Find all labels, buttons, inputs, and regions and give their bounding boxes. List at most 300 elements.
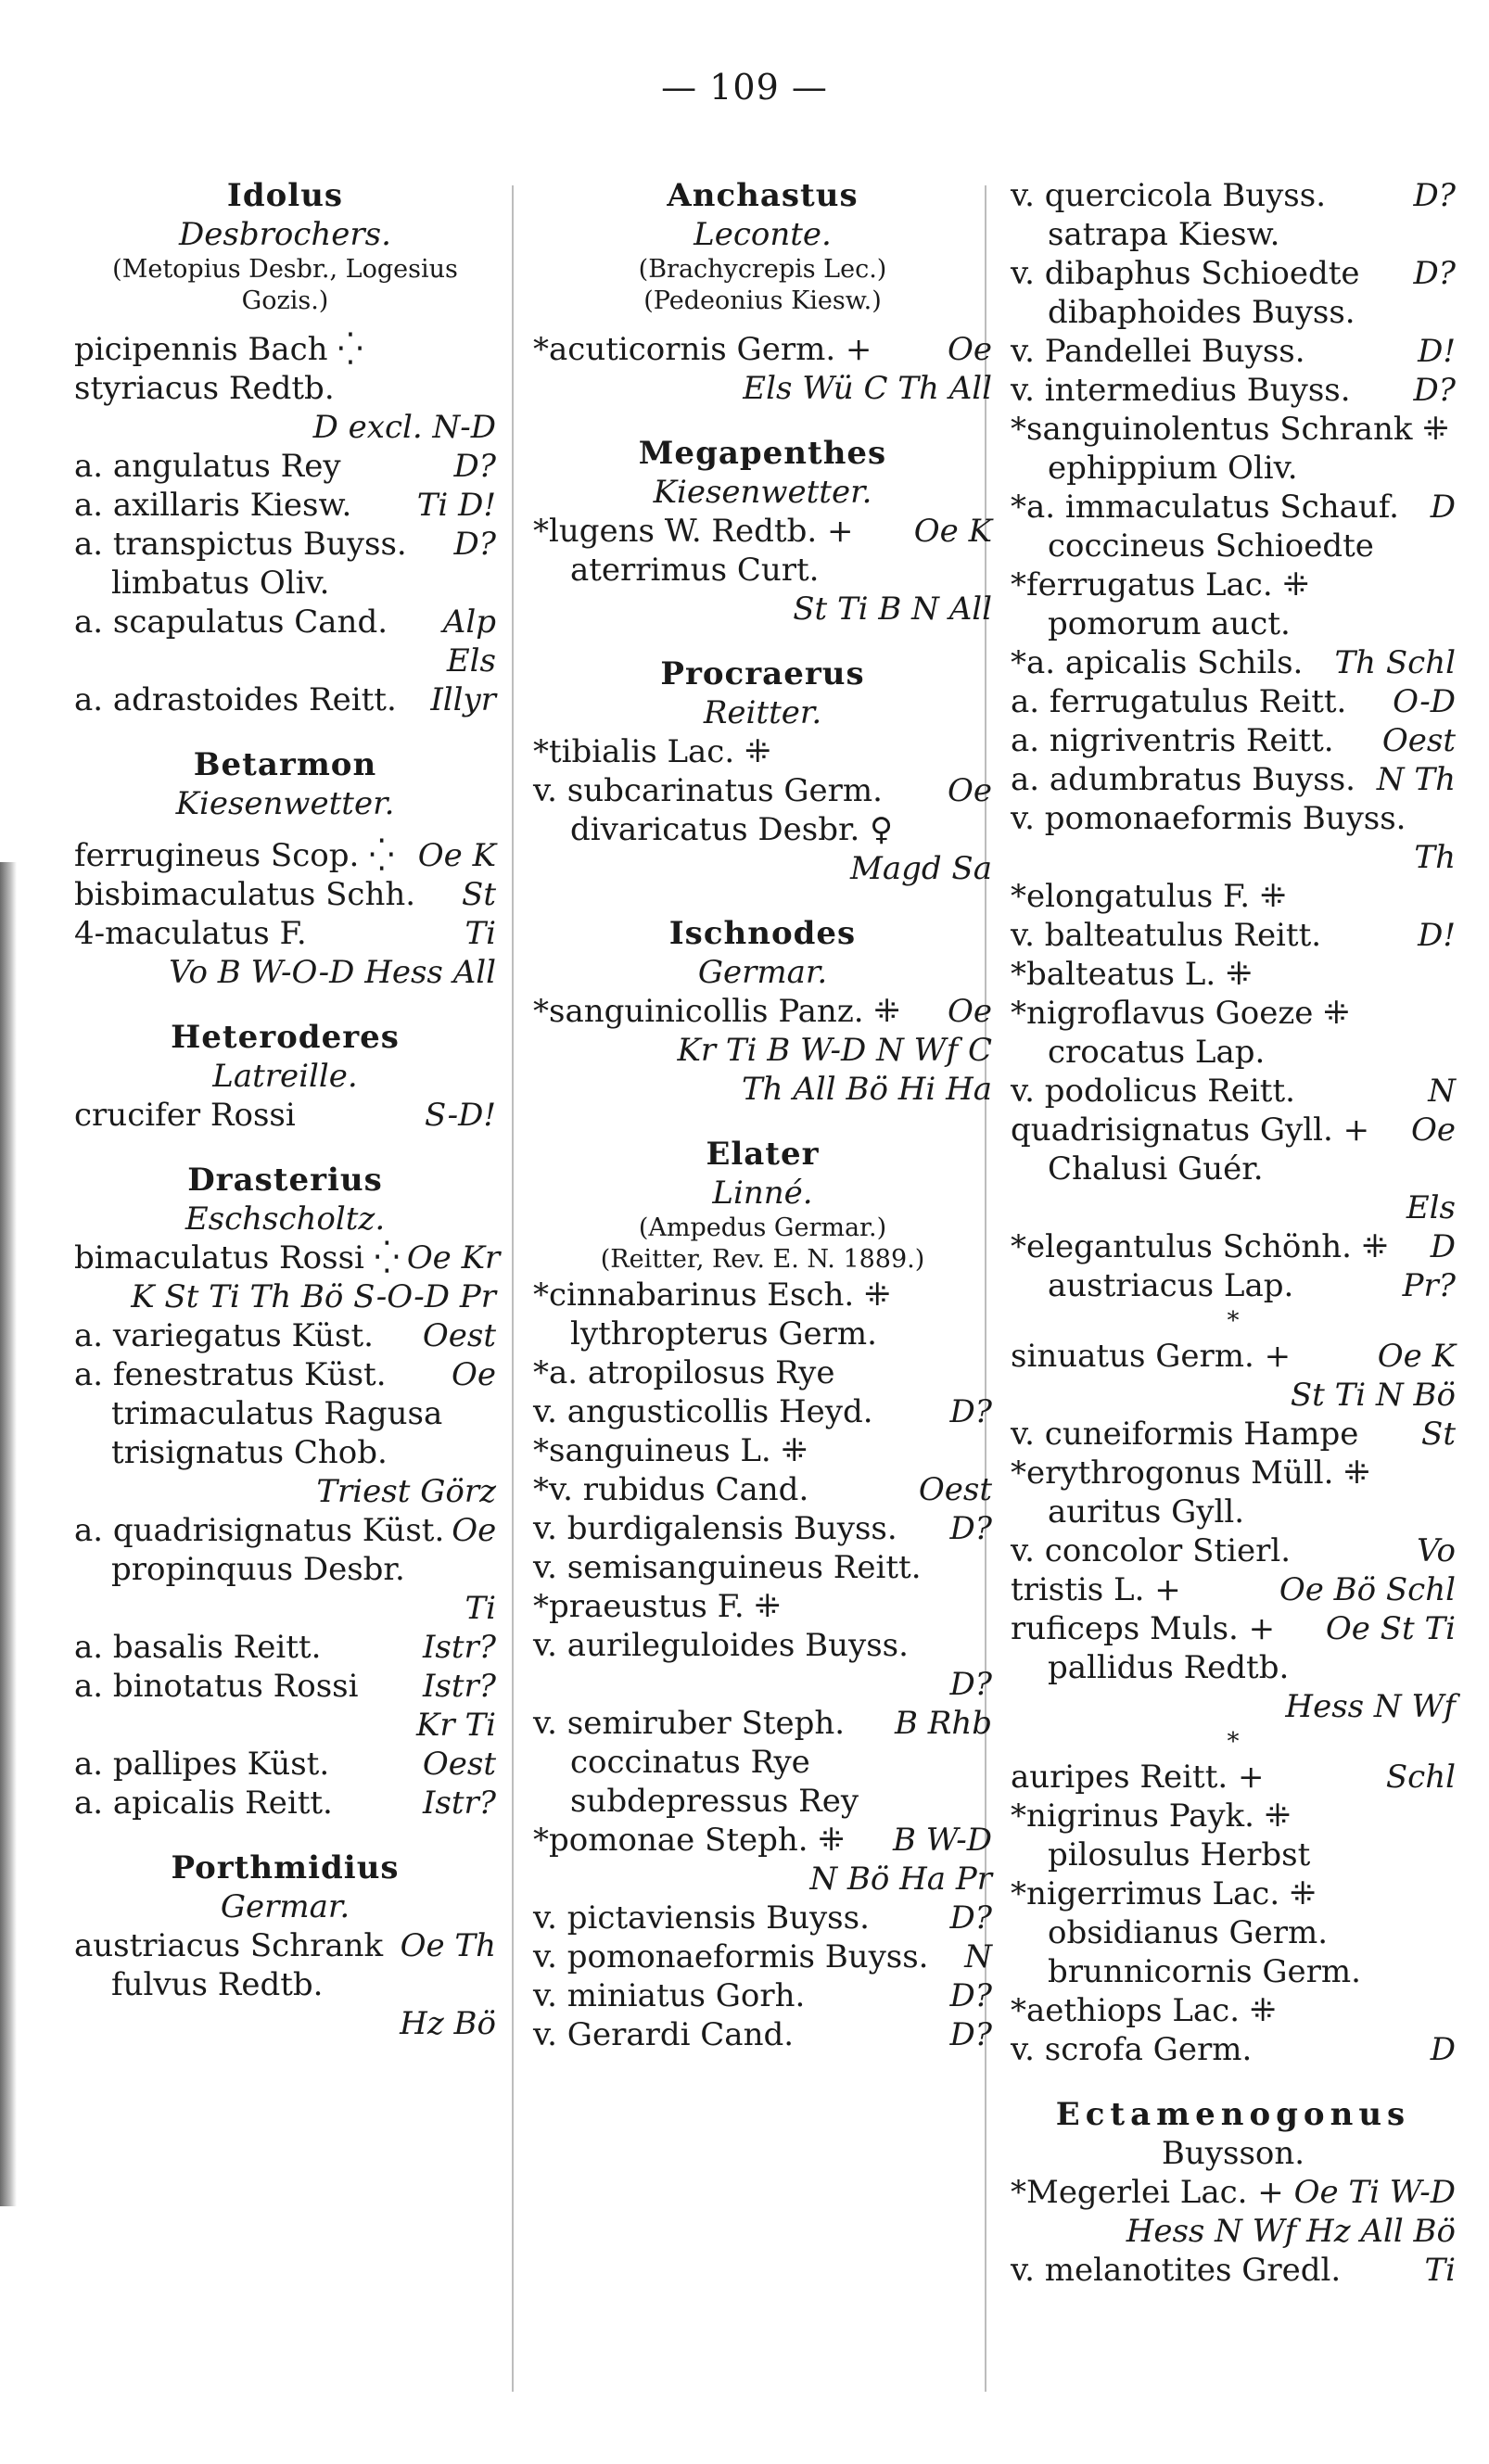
- distribution: Oe: [452, 1356, 496, 1393]
- species-name: ephippium Oliv.: [1048, 450, 1298, 487]
- species-name: *acuticornis Germ. +: [533, 331, 872, 368]
- distribution: [489, 1965, 496, 2004]
- genus-heading: Megapenthes: [638, 435, 887, 472]
- genus-author: Latreille.: [212, 1058, 358, 1095]
- species-entry: [74, 875, 496, 914]
- species-entry: [74, 680, 496, 719]
- species-entry: [533, 1276, 992, 1315]
- distribution: [1448, 1952, 1456, 1991]
- distribution: D?: [949, 2016, 992, 2053]
- species-entry: [533, 551, 992, 590]
- distribution: [985, 732, 992, 771]
- species-name: v. concolor Stierl.: [1011, 1532, 1291, 1569]
- distribution-continued: Th All Bö Hi Ha: [741, 1071, 992, 1108]
- species-entry: [533, 1899, 992, 1937]
- species-name: *praeustus F. ⁜: [533, 1588, 781, 1625]
- species-entry: [1011, 176, 1456, 215]
- distribution: [489, 369, 496, 408]
- species-entry: [74, 1394, 496, 1433]
- separator-mark: *: [1227, 1728, 1240, 1756]
- species-name: styriacus Redtb.: [74, 370, 335, 407]
- distribution: [1448, 1492, 1456, 1531]
- species-entry: [1011, 721, 1456, 760]
- species-entry: [1011, 994, 1456, 1033]
- species-entry: [1011, 1337, 1456, 1376]
- species-name: v. pomonaeformis Buyss.: [1011, 800, 1406, 837]
- species-name: v. scrofa Germ.: [1011, 2031, 1253, 2068]
- distribution: Oest: [422, 1746, 496, 1783]
- species-name: austriacus Schrank: [74, 1927, 384, 1964]
- species-entry: [1011, 643, 1456, 682]
- synonym-note: (Ampedus Germar.): [638, 1213, 887, 1242]
- species-name: subdepressus Rey: [570, 1783, 859, 1820]
- species-entry: [1011, 488, 1456, 527]
- spacer: [74, 317, 496, 330]
- distribution: Oe: [948, 331, 992, 368]
- distribution-continued: Vo B W-O-D Hess All: [169, 954, 496, 991]
- genus-heading: Ischnodes: [668, 915, 857, 952]
- species-entry: [1011, 565, 1456, 604]
- species-entry: [74, 564, 496, 603]
- species-entry: [1011, 2173, 1456, 2212]
- species-name: a. pallipes Küst.: [74, 1746, 330, 1783]
- distribution: [985, 1626, 992, 1665]
- species-name: bimaculatus Rossi ⁛: [74, 1239, 400, 1276]
- spacer: [533, 317, 992, 330]
- species-entry: [533, 1821, 992, 1860]
- species-name: a. fenestratus Küst.: [74, 1356, 387, 1393]
- species-name: pomorum auct.: [1048, 605, 1291, 642]
- distribution: St: [462, 876, 496, 913]
- species-name: *pomonae Steph. ⁜: [533, 1822, 845, 1859]
- distribution: [1448, 565, 1456, 604]
- distribution: [985, 1315, 992, 1353]
- species-entry: [74, 1628, 496, 1667]
- species-entry: [533, 732, 992, 771]
- distribution-continued: D excl. N-D: [312, 409, 496, 446]
- species-name: auripes Reitt. +: [1011, 1759, 1265, 1796]
- species-entry: [1011, 371, 1456, 410]
- distribution-continued: Ti: [465, 1590, 496, 1627]
- species-entry: [1011, 1609, 1456, 1648]
- distribution-continued: Els Wü C Th All: [743, 370, 992, 407]
- distribution-continued: Els: [1406, 1189, 1456, 1226]
- species-entry: [74, 836, 496, 875]
- distribution: Ti: [1424, 2252, 1456, 2289]
- distribution: Oe Kr: [406, 1239, 501, 1276]
- species-entry: [1011, 215, 1456, 254]
- species-entry: [1011, 293, 1456, 332]
- species-entry: [533, 1743, 992, 1782]
- synonym-note: (Metopius Desbr., Logesius: [112, 255, 458, 284]
- distribution: S-D!: [425, 1097, 496, 1134]
- species-name: dibaphoides Buyss.: [1048, 294, 1355, 331]
- species-entry: [1011, 916, 1456, 955]
- distribution: [1448, 1913, 1456, 1952]
- distribution-continued: Els: [446, 642, 496, 680]
- species-name: *nigroflavus Goeze ⁜: [1011, 995, 1350, 1032]
- species-entry: [1011, 1952, 1456, 1991]
- species-name: v. angusticollis Heyd.: [533, 1393, 873, 1430]
- distribution: D?: [949, 1393, 992, 1430]
- species-name: v. burdigalensis Buyss.: [533, 1510, 897, 1547]
- species-entry: [1011, 410, 1456, 449]
- distribution: [1448, 1835, 1456, 1874]
- distribution: [985, 1353, 992, 1392]
- species-name: crocatus Lap.: [1048, 1034, 1266, 1071]
- distribution-continued: Kr Ti: [415, 1707, 496, 1744]
- distribution-continued: N Bö Ha Pr: [809, 1861, 992, 1898]
- genus-author: Germar.: [697, 954, 828, 991]
- species-entry: [533, 771, 992, 810]
- species-entry: [74, 1784, 496, 1823]
- separator-mark: *: [1227, 1307, 1240, 1335]
- distribution: Oest: [422, 1317, 496, 1354]
- species-name: v. intermedius Buyss.: [1011, 372, 1351, 409]
- distribution-continued: St Ti N Bö: [1290, 1377, 1456, 1414]
- genus-author: Eschscholtz.: [185, 1200, 386, 1238]
- species-name: a. axillaris Kiesw.: [74, 487, 352, 524]
- distribution: D?: [1413, 255, 1456, 292]
- distribution: Istr?: [422, 1629, 496, 1666]
- distribution: Oe Th: [400, 1927, 496, 1964]
- species-name: coccinatus Rye: [570, 1744, 810, 1781]
- species-entry: [533, 512, 992, 551]
- distribution: Oe: [1411, 1111, 1456, 1149]
- distribution: [1449, 410, 1457, 449]
- distribution: [1448, 1991, 1456, 2030]
- distribution: D?: [949, 1977, 992, 2014]
- species-name: v. miniatus Gorh.: [533, 1977, 806, 2014]
- species-name: quadrisignatus Gyll. +: [1011, 1111, 1370, 1149]
- distribution: [1448, 1797, 1456, 1835]
- distribution: [985, 810, 992, 849]
- species-entry: [1011, 955, 1456, 994]
- distribution: O-D: [1393, 683, 1456, 720]
- distribution: Oe: [948, 772, 992, 809]
- distribution: N: [964, 1938, 992, 1975]
- species-name: a. angulatus Rey: [74, 448, 341, 485]
- species-entry: [1011, 1111, 1456, 1149]
- species-entry: [74, 447, 496, 486]
- species-name: *tibialis Lac. ⁜: [533, 733, 771, 770]
- species-entry: [74, 1926, 496, 1965]
- species-entry: [1011, 877, 1456, 916]
- species-name: *v. rubidus Cand.: [533, 1471, 809, 1508]
- species-entry: [1011, 1913, 1456, 1952]
- page-number: — 109 —: [661, 67, 828, 108]
- distribution: St: [1421, 1416, 1456, 1453]
- species-entry: [1011, 799, 1456, 838]
- species-name: obsidianus Germ.: [1048, 1914, 1329, 1951]
- species-name: a. apicalis Reitt.: [74, 1784, 333, 1822]
- genus-author: Buysson.: [1161, 2135, 1305, 2172]
- genus-heading: Drasterius: [187, 1162, 383, 1199]
- species-name: tristis L. +: [1011, 1571, 1181, 1608]
- species-name: *nigerrimus Lac. ⁜: [1011, 1875, 1317, 1912]
- distribution-continued: Th: [1414, 839, 1456, 876]
- species-name: v. podolicus Reitt.: [1011, 1073, 1295, 1110]
- species-name: a. binotatus Rossi: [74, 1668, 359, 1705]
- distribution: Oe St Ti: [1325, 1610, 1456, 1647]
- species-name: *nigrinus Payk. ⁜: [1011, 1797, 1292, 1835]
- distribution: B Rhb: [894, 1705, 992, 1742]
- distribution: Istr?: [422, 1784, 496, 1822]
- distribution: [1448, 955, 1456, 994]
- species-name: v. cuneiformis Hampe: [1011, 1416, 1359, 1453]
- species-entry: [1011, 1415, 1456, 1454]
- species-entry: [74, 1745, 496, 1784]
- species-entry: [74, 914, 496, 953]
- distribution: Pr?: [1402, 1267, 1456, 1304]
- distribution: [985, 551, 992, 590]
- distribution: [1448, 994, 1456, 1033]
- species-entry: [1011, 254, 1456, 293]
- species-entry: [74, 1667, 496, 1706]
- species-name: *sanguineus L. ⁜: [533, 1432, 808, 1469]
- species-name: a. basalis Reitt.: [74, 1629, 322, 1666]
- species-entry: [1011, 1454, 1456, 1492]
- distribution-continued: K St Ti Th Bö S-O-D Pr: [131, 1278, 496, 1315]
- species-name: a. quadrisignatus Küst.: [74, 1512, 445, 1549]
- distribution-continued: St Ti B N All: [793, 591, 992, 628]
- species-name: *a. immaculatus Schauf.: [1011, 489, 1399, 526]
- species-name: aterrimus Curt.: [570, 552, 820, 589]
- distribution: Illyr: [430, 681, 496, 718]
- species-name: *elegantulus Schönh. ⁜: [1011, 1228, 1389, 1265]
- species-entry: [74, 1096, 496, 1135]
- distribution-continued: Kr Ti B W-D N Wf C: [677, 1032, 992, 1069]
- species-name: *Megerlei Lac. +: [1011, 2174, 1284, 2211]
- distribution-continued: Hess N Wf: [1285, 1688, 1456, 1725]
- species-name: Chalusi Guér.: [1048, 1150, 1264, 1188]
- species-entry: [1011, 1266, 1456, 1305]
- genus-heading: Ectamenogonus: [1055, 2096, 1411, 2133]
- genus-heading: Anchastus: [667, 177, 859, 214]
- species-entry: [1011, 2030, 1456, 2069]
- distribution: [1448, 215, 1456, 254]
- distribution-continued: Hess N Wf Hz All Bö: [1126, 2213, 1456, 2250]
- species-name: *sanguinolentus Schrank ⁜: [1011, 411, 1449, 448]
- genus-author: Kiesenwetter.: [175, 785, 395, 822]
- species-entry: [1011, 449, 1456, 488]
- distribution: Ti: [465, 915, 496, 952]
- distribution: N: [1428, 1073, 1456, 1110]
- species-name: trimaculatus Ragusa: [111, 1395, 443, 1432]
- column-right: [1011, 176, 1456, 2290]
- species-entry: [74, 1511, 496, 1550]
- genus-author: Leconte.: [694, 216, 832, 253]
- distribution: Oe K: [913, 513, 992, 550]
- species-entry: [1011, 332, 1456, 371]
- distribution: Vo: [1417, 1532, 1456, 1569]
- species-name: a. scapulatus Cand.: [74, 603, 388, 641]
- species-entry: [533, 1392, 992, 1431]
- distribution: Oe: [452, 1512, 497, 1549]
- species-name: v. Gerardi Cand.: [533, 2016, 795, 2053]
- species-entry: [74, 1433, 496, 1472]
- distribution: Th Schl: [1334, 644, 1456, 681]
- species-entry: [1011, 682, 1456, 721]
- species-entry: [1011, 604, 1456, 643]
- distribution: D: [1430, 489, 1456, 526]
- species-entry: [74, 1965, 496, 2004]
- species-entry: [533, 2015, 992, 2054]
- species-entry: [533, 1782, 992, 1821]
- species-entry: [1011, 1991, 1456, 2030]
- species-entry: [533, 1626, 992, 1665]
- synonym-note: (Pedeonius Kiesw.): [643, 286, 882, 315]
- species-name: bisbimaculatus Schh.: [74, 876, 416, 913]
- distribution: [985, 1587, 992, 1626]
- distribution: Oest: [1381, 722, 1456, 759]
- species-name: 4-maculatus F.: [74, 915, 307, 952]
- species-entry: [1011, 1033, 1456, 1072]
- species-entry: [1011, 1570, 1456, 1609]
- distribution: D: [1430, 2031, 1456, 2068]
- species-name: v. dibaphus Schioedte: [1011, 255, 1360, 292]
- species-entry: [533, 1470, 992, 1509]
- species-name: v. aurileguloides Buyss.: [533, 1627, 909, 1664]
- distribution: [985, 1548, 992, 1587]
- species-entry: [74, 486, 496, 525]
- distribution: [1448, 1454, 1456, 1492]
- species-entry: [533, 330, 992, 369]
- distribution: Ti D!: [416, 487, 496, 524]
- distribution: [1448, 527, 1456, 565]
- species-name: ruficeps Muls. +: [1011, 1610, 1276, 1647]
- species-name: *elongatulus F. ⁜: [1011, 878, 1287, 915]
- binding-shadow: [0, 862, 17, 2206]
- species-name: a. adrastoides Reitt.: [74, 681, 397, 718]
- species-name: lythropterus Germ.: [570, 1315, 877, 1353]
- distribution: Oe: [948, 993, 992, 1030]
- species-name: ferrugineus Scop. ⁛: [74, 837, 395, 874]
- species-entry: [1011, 1531, 1456, 1570]
- genus-author: Reitter.: [703, 694, 822, 731]
- distribution: N Th: [1376, 761, 1456, 798]
- distribution: Oe Bö Schl: [1279, 1571, 1456, 1608]
- distribution: [1448, 1033, 1456, 1072]
- species-name: austriacus Lap.: [1048, 1267, 1294, 1304]
- distribution: Alp: [442, 603, 496, 641]
- distribution: D?: [1413, 372, 1456, 409]
- species-entry: [533, 1353, 992, 1392]
- genus-author: Germar.: [220, 1888, 350, 1925]
- species-name: v. quercicola Buyss.: [1011, 177, 1326, 214]
- distribution: B W-D: [892, 1822, 992, 1859]
- distribution: D?: [453, 448, 496, 485]
- species-name: v. Pandellei Buyss.: [1011, 333, 1305, 370]
- species-name: a. transpictus Buyss.: [74, 526, 407, 563]
- species-name: v. pictaviensis Buyss.: [533, 1899, 870, 1937]
- species-name: sinuatus Germ. +: [1011, 1338, 1292, 1375]
- distribution: [489, 1550, 496, 1589]
- species-name: satrapa Kiesw.: [1048, 216, 1280, 253]
- distribution: Oe K: [1377, 1338, 1456, 1375]
- species-name: v. melanotites Gredl.: [1011, 2252, 1342, 2289]
- species-entry: [1011, 1072, 1456, 1111]
- species-entry: [533, 1587, 992, 1626]
- genus-author: Kiesenwetter.: [653, 474, 872, 511]
- distribution: D: [1430, 1228, 1456, 1265]
- genus-heading: Betarmon: [193, 746, 377, 783]
- species-entry: [1011, 1874, 1456, 1913]
- species-entry: [533, 810, 992, 849]
- distribution: [489, 330, 496, 369]
- species-entry: [1011, 1835, 1456, 1874]
- distribution: Oest: [918, 1471, 992, 1508]
- species-entry: [1011, 1797, 1456, 1835]
- species-name: a. ferrugatulus Reitt.: [1011, 683, 1347, 720]
- distribution: D?: [1413, 177, 1456, 214]
- species-name: *lugens W. Redtb. +: [533, 513, 854, 550]
- species-name: trisignatus Chob.: [111, 1434, 388, 1471]
- species-entry: [74, 1355, 496, 1394]
- distribution-continued: Triest Görz: [316, 1473, 496, 1510]
- distribution: [1448, 799, 1456, 838]
- species-name: *aethiops Lac. ⁜: [1011, 1992, 1277, 2029]
- species-entry: [1011, 1149, 1456, 1188]
- distribution: [1448, 293, 1456, 332]
- species-entry: [74, 369, 496, 408]
- distribution: Oe Ti W-D: [1293, 2174, 1456, 2211]
- synonym-note: (Reitter, Rev. E. N. 1889.): [600, 1245, 925, 1274]
- distribution: Schl: [1385, 1759, 1456, 1796]
- distribution: D!: [1418, 333, 1456, 370]
- genus-heading: Idolus: [226, 177, 344, 214]
- distribution: [985, 1782, 992, 1821]
- species-name: *sanguinicollis Panz. ⁜: [533, 993, 900, 1030]
- species-entry: [74, 603, 496, 641]
- species-name: crucifer Rossi: [74, 1097, 296, 1134]
- species-entry: [1011, 1758, 1456, 1797]
- species-entry: [1011, 760, 1456, 799]
- species-name: v. pomonaeformis Buyss.: [533, 1938, 929, 1975]
- distribution: Istr?: [422, 1668, 496, 1705]
- species-entry: [1011, 1227, 1456, 1266]
- species-name: pallidus Redtb.: [1048, 1649, 1290, 1686]
- species-entry: [1011, 527, 1456, 565]
- species-name: *erythrogonus Müll. ⁜: [1011, 1454, 1370, 1492]
- species-entry: [533, 992, 992, 1031]
- species-name: *balteatus L. ⁜: [1011, 956, 1253, 993]
- species-entry: [533, 1315, 992, 1353]
- species-entry: [74, 525, 496, 564]
- distribution: D?: [949, 1510, 992, 1547]
- distribution: [1448, 1149, 1456, 1188]
- species-entry: [1011, 1492, 1456, 1531]
- column-left: [74, 176, 501, 2043]
- distribution: D?: [949, 1899, 992, 1937]
- distribution: [489, 564, 496, 603]
- species-name: a. nigriventris Reitt.: [1011, 722, 1334, 759]
- distribution: [985, 1276, 992, 1315]
- species-entry: [1011, 1648, 1456, 1687]
- species-name: propinquus Desbr.: [111, 1551, 405, 1588]
- species-entry: [533, 1704, 992, 1743]
- distribution: [985, 1743, 992, 1782]
- distribution-continued: Hz Bö: [400, 2005, 496, 2042]
- species-name: picipennis Bach ⁛: [74, 331, 363, 368]
- species-name: pilosulus Herbst: [1048, 1836, 1311, 1873]
- distribution: [985, 1431, 992, 1470]
- genus-author: Linné.: [712, 1175, 813, 1212]
- synonym-note: (Brachycrepis Lec.): [638, 255, 887, 284]
- distribution: [489, 1433, 496, 1472]
- species-name: *a. apicalis Schils.: [1011, 644, 1304, 681]
- distribution: D?: [453, 526, 496, 563]
